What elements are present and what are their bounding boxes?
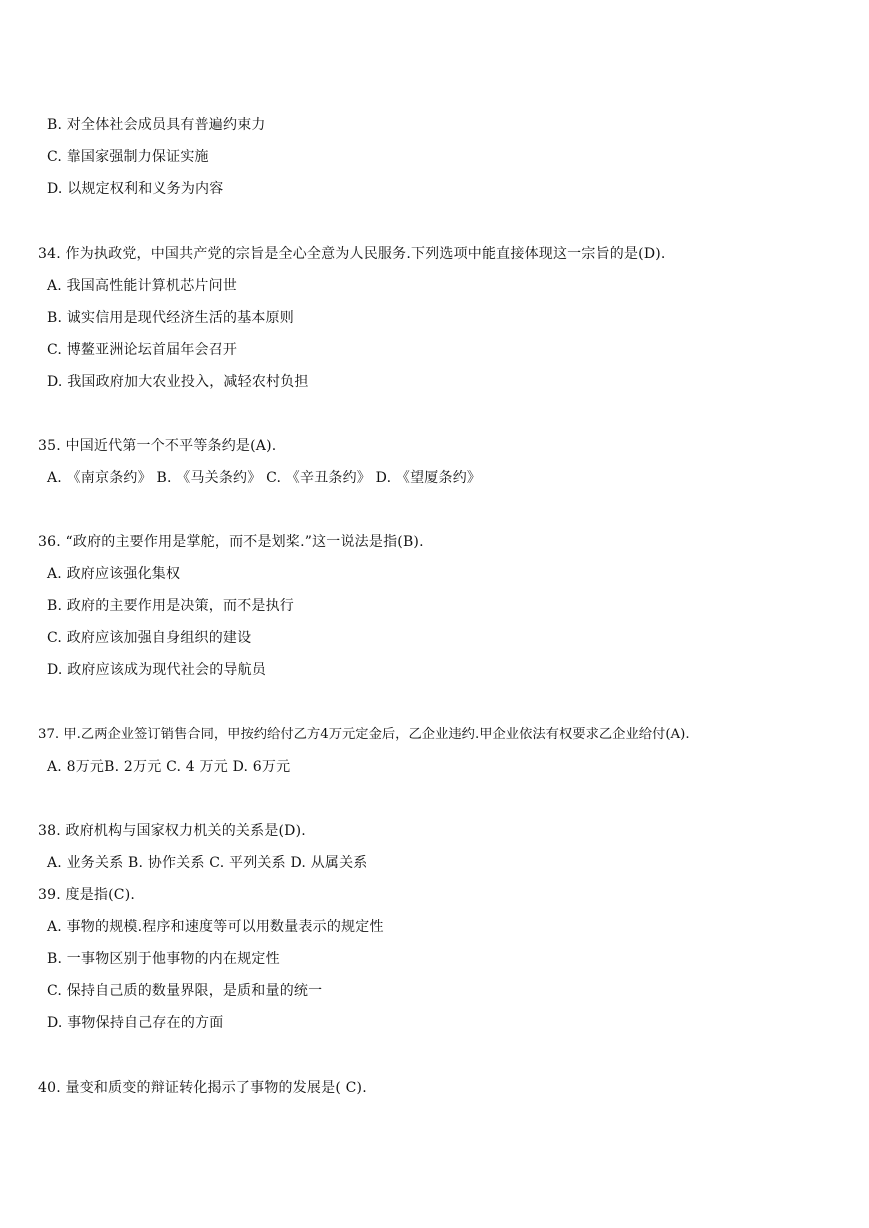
q39-option-a: A. 事物的规模.程序和速度等可以用数量表示的规定性 [47,919,384,935]
q38-options: A. 业务关系 B. 协作关系 C. 平列关系 D. 从属关系 [47,855,368,871]
q36-option-d: D. 政府应该成为现代社会的导航员 [47,662,267,678]
q33-option-d: D. 以规定权利和义务为内容 [47,181,224,197]
q36-option-a: A. 政府应该强化集权 [47,566,181,582]
q34-option-c: C. 博鳌亚洲论坛首届年会召开 [47,342,238,358]
q33-option-b: B. 对全体社会成员具有普遍约束力 [47,117,266,133]
q33-option-c: C. 靠国家强制力保证实施 [47,149,209,165]
question-40: 40. 量变和质变的辩证转化揭示了事物的发展是( C). [38,1080,367,1096]
question-34: 34. 作为执政党，中国共产党的宗旨是全心全意为人民服务.下列选项中能直接体现这一宗旨的是(D). [38,246,666,262]
q35-options: A. 《南京条约》 B. 《马关条约》 C. 《辛丑条约》 D. 《望厦条约》 [47,470,482,486]
question-36: 36. “政府的主要作用是掌舵，而不是划桨.”这一说法是指(B). [38,534,424,550]
q39-option-d: D. 事物保持自己存在的方面 [47,1015,224,1031]
q34-option-b: B. 诚实信用是现代经济生活的基本原则 [47,310,294,326]
question-37: 37. 甲.乙两企业签订销售合同，甲按约给付乙方4万元定金后，乙企业违约.甲企业依法有权要求乙企业给付(A). [38,727,690,742]
q39-option-b: B. 一事物区别于他事物的内在规定性 [47,951,280,967]
q37-options: A. 8万元B. 2万元 C. 4 万元 D. 6万元 [47,759,291,775]
q34-option-a: A. 我国高性能计算机芯片问世 [47,278,238,294]
q36-option-b: B. 政府的主要作用是决策，而不是执行 [47,598,294,614]
q34-option-d: D. 我国政府加大农业投入，减轻农村负担 [47,374,309,390]
q39-option-c: C. 保持自己质的数量界限，是质和量的统一 [47,983,323,999]
question-35: 35. 中国近代第一个不平等条约是(A). [38,438,277,454]
question-38: 38. 政府机构与国家权力机关的关系是(D). [38,823,306,839]
q36-option-c: C. 政府应该加强自身组织的建设 [47,630,252,646]
question-39: 39. 度是指(C). [38,887,136,903]
